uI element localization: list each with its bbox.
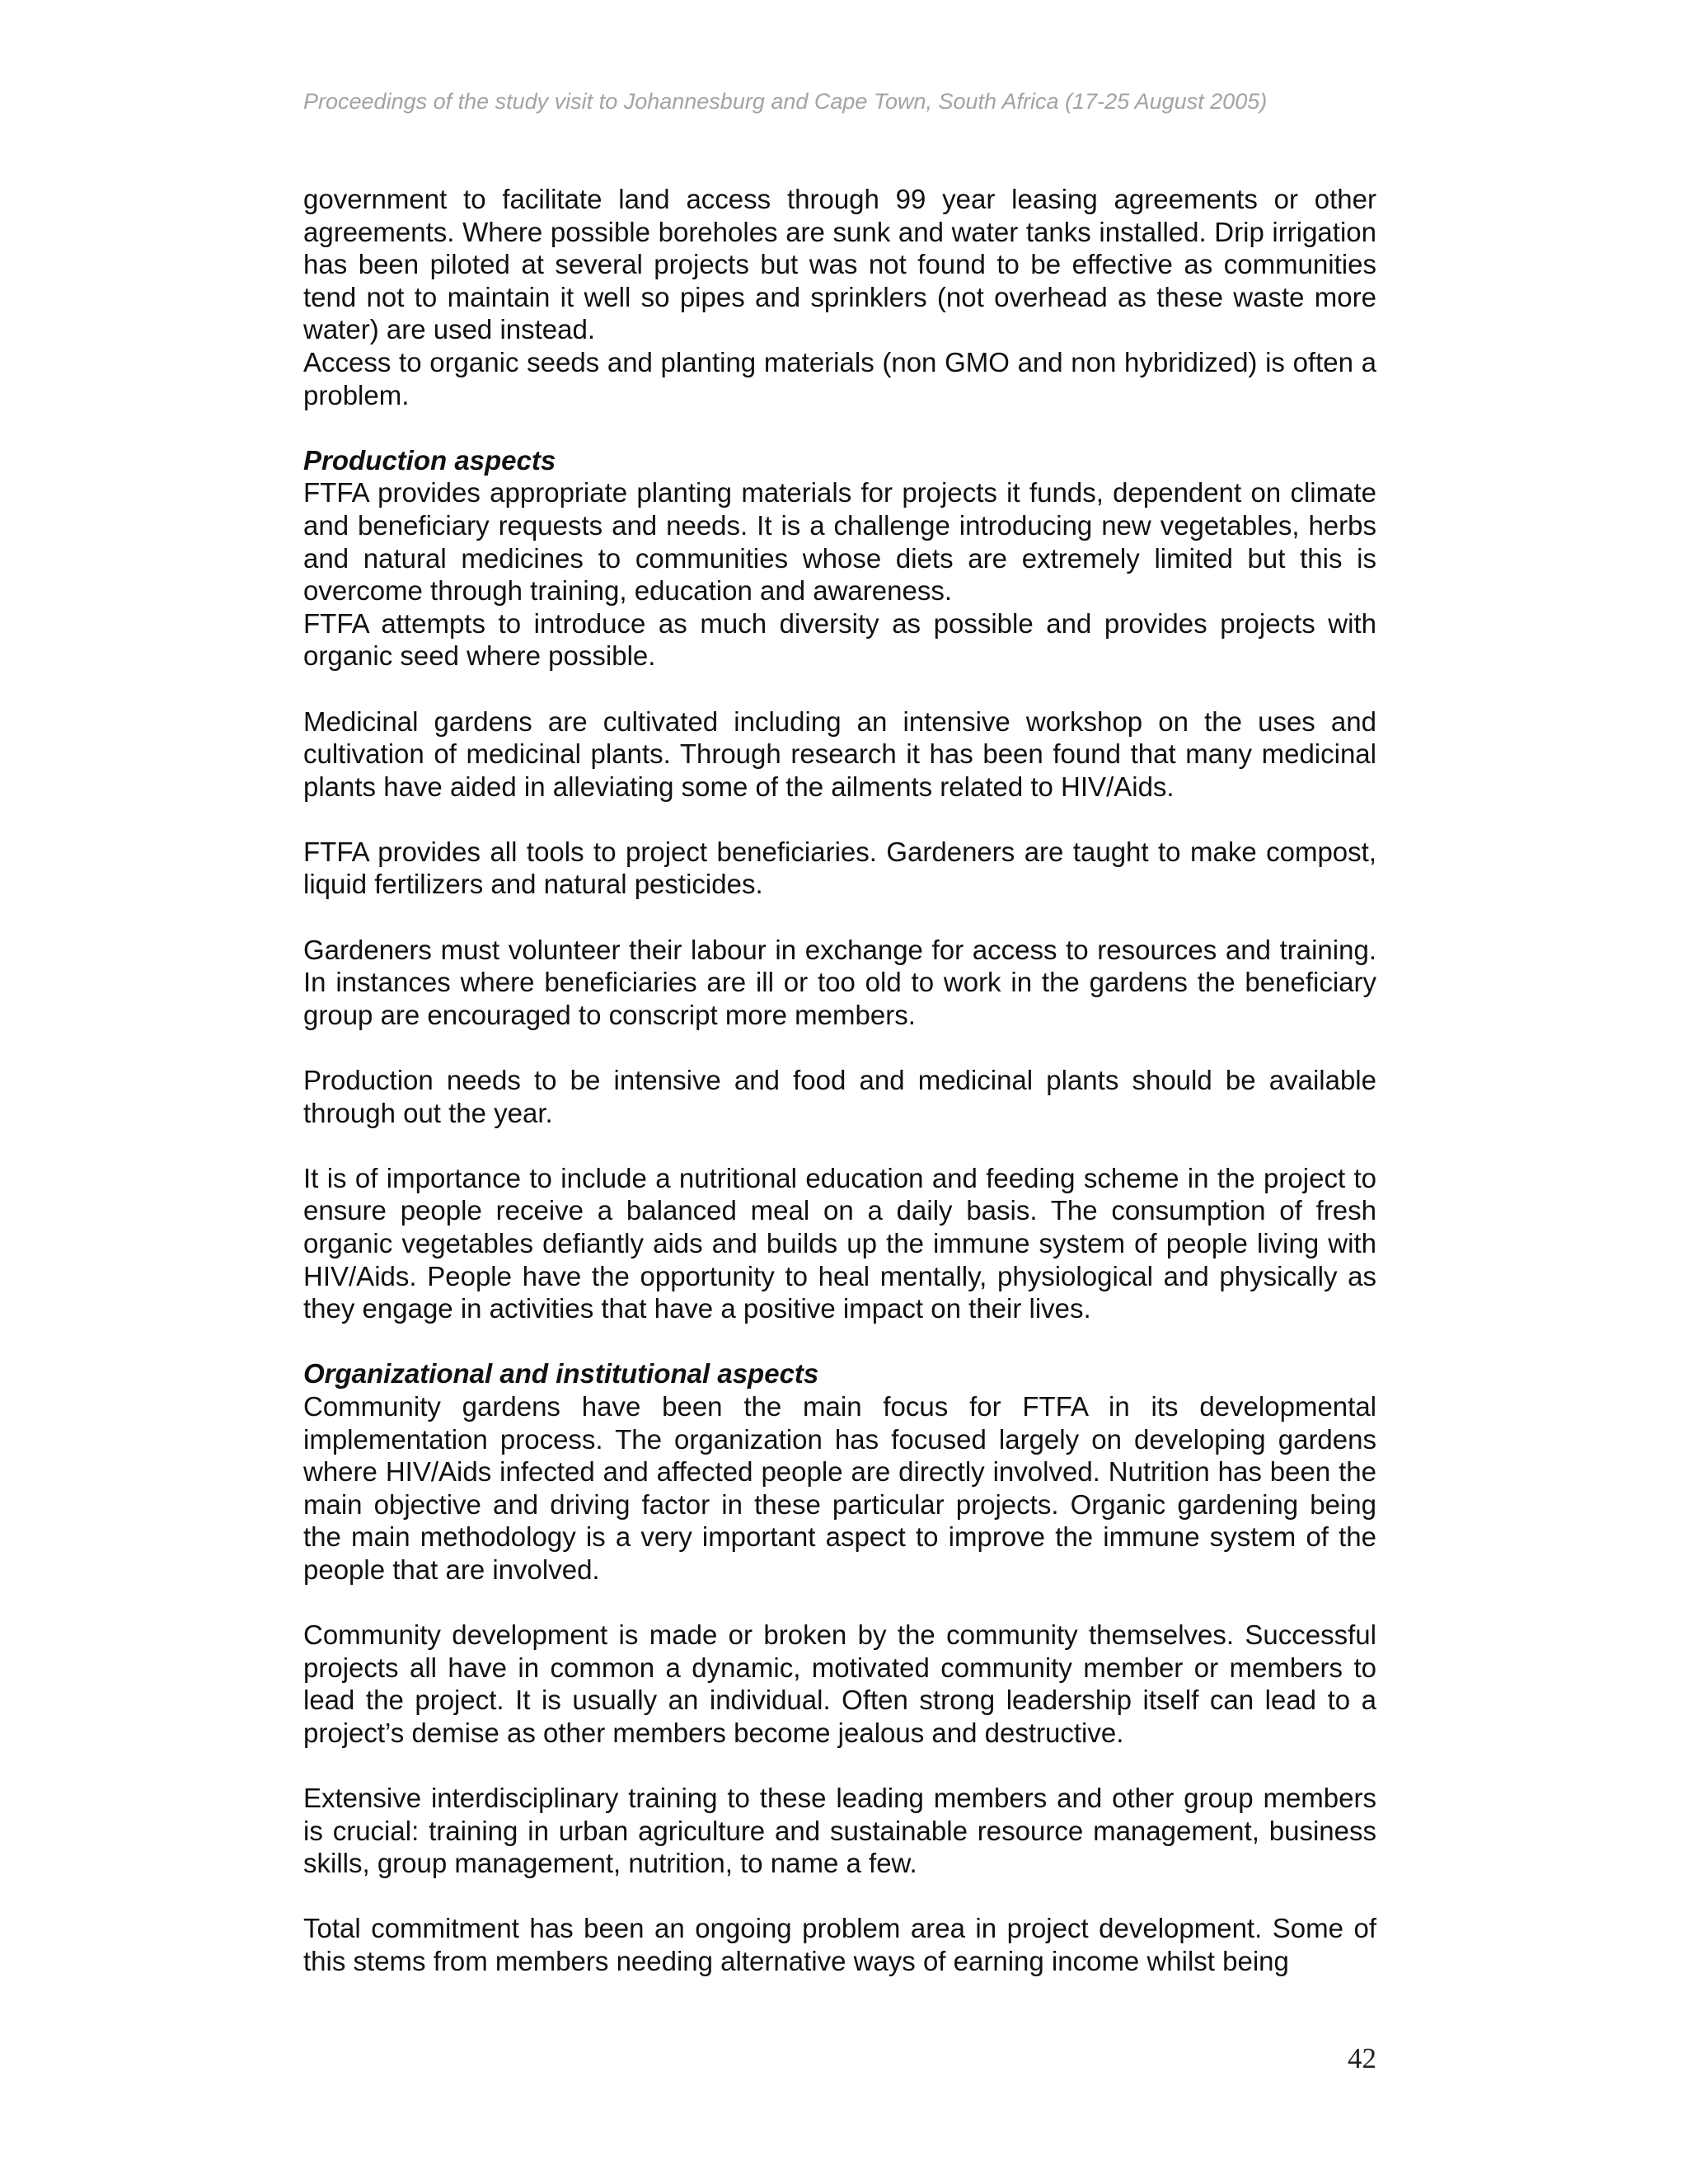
running-header: Proceedings of the study visit to Johannesburg and Cape Town, South Africa (17-25 August 2005) — [303, 89, 1268, 114]
paragraph-planting-materials: FTFA provides appropriate planting materials for projects it funds, dependent on climate and beneficiary requests and needs. It is a challenge introducing new vegetables, herbs and natural medicines to communities whose diets are extremely limited but this is overcome through training, education and awareness. — [303, 477, 1376, 607]
heading-organizational-aspects: Organizational and institutional aspects — [303, 1358, 819, 1390]
page-content — [303, 183, 1376, 1978]
paragraph-community-development: Community development is made or broken by the community themselves. Successful projects all have in common a dynamic, motivated community member or members to lead the project. It is usually an individual. Often strong leadership itself can lead to a project’s demise as other members become jealous and destructive. — [303, 1619, 1376, 1748]
paragraph-medicinal-gardens: Medicinal gardens are cultivated including an intensive workshop on the uses and cultivation of medicinal plants. Through research it has been found that many medicinal plants have aided in alleviating some of the ailments related to HIV/Aids. — [303, 705, 1376, 802]
heading-production-aspects: Production aspects — [303, 444, 556, 476]
paragraph-land-access: government to facilitate land access through 99 year leasing agreements or other agreements. Where possible boreholes are sunk and water tanks installed. Drip irrigation has been piloted at several projects but was not found to be effective as communities tend not to maintain it well so pipes and sprinklers (not overhead as these waste more water) are used instead. — [303, 184, 1376, 345]
paragraph-community-gardens: Community gardens have been the main focus for FTFA in its developmental implementation process. The organization has focused largely on developing gardens where HIV/Aids infected and affected people are directly involved. Nutrition has been the main objective and driving factor in these particular projects. Organic gardening being the main methodology is a very important aspect to improve the immune system of the people that are involved. — [303, 1390, 1376, 1585]
paragraph-tools: FTFA provides all tools to project beneficiaries. Gardeners are taught to make compost, liquid fertilizers and natural pesticides. — [303, 836, 1376, 900]
paragraph-volunteer-labour: Gardeners must volunteer their labour in exchange for access to resources and training. In instances where beneficiaries are ill or too old to work in the gardens the beneficiary group are encouraged to conscript more members. — [303, 934, 1376, 1030]
paragraph-intensive-production: Production needs to be intensive and food and medicinal plants should be available through out the year. — [303, 1065, 1376, 1128]
paragraph-commitment: Total commitment has been an ongoing problem area in project development. Some of this stems from members needing alternative ways of earning income whilst being — [303, 1913, 1376, 1977]
paragraph-diversity: FTFA attempts to introduce as much diversity as possible and provides projects with organic seed where possible. — [303, 607, 1376, 672]
paragraph-organic-seeds: Access to organic seeds and planting materials (non GMO and non hybridized) is often a problem. — [303, 346, 1376, 410]
paragraph-nutrition: It is of importance to include a nutritional education and feeding scheme in the project to ensure people receive a balanced meal on a daily basis. The consumption of fresh organic vegetables defiantly aids and builds up the immune system of people living with HIV/Aids. People have the opportunity to heal mentally, physiological and physically as they engage in activities that have a positive impact on their lives. — [303, 1162, 1376, 1324]
page-number: 42 — [1348, 2042, 1376, 2074]
paragraph-training: Extensive interdisciplinary training to these leading members and other group members is crucial: training in urban agriculture and sustainable resource management, business skills, group management, nutrition, to name a few. — [303, 1783, 1376, 1879]
